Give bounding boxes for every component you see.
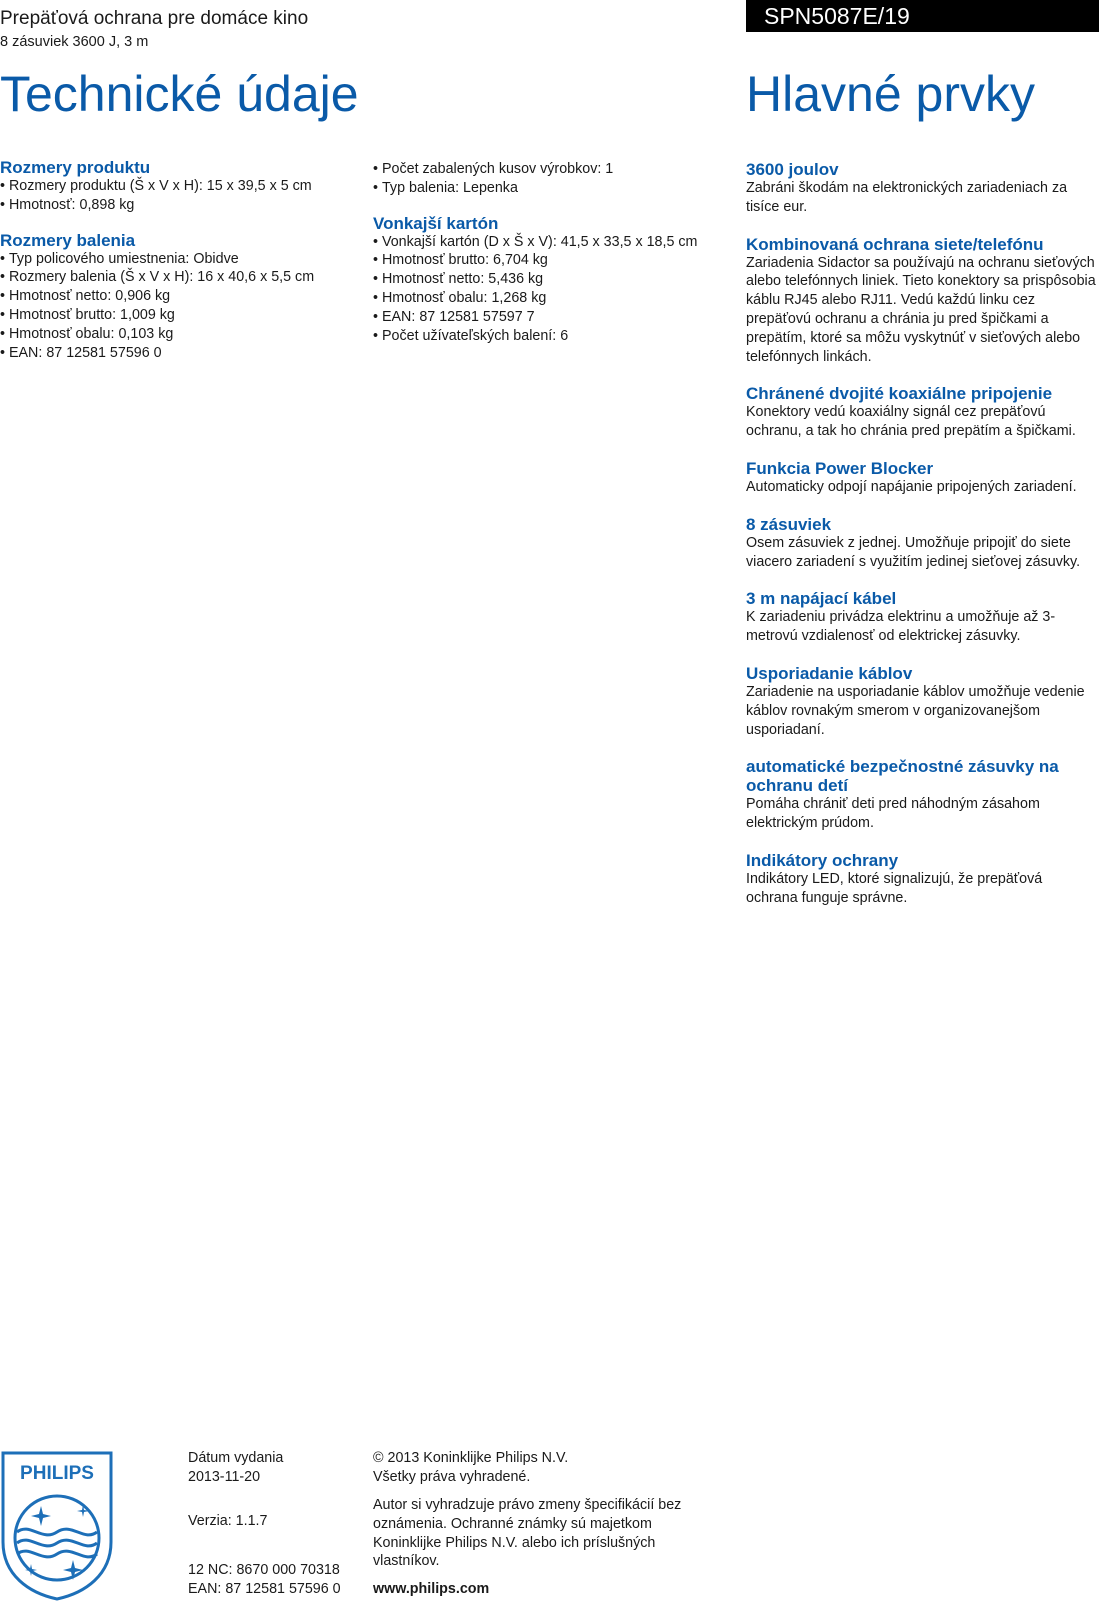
- specs-middle-column: [373, 160, 743, 361]
- feature-heading: 3600 joulov: [746, 160, 839, 179]
- feature-text: K zariadeniu privádza elektrinu a umožňuje až 3-metrovú vzdialenosť od elektrickej zásuvky.: [746, 609, 1056, 645]
- spec-list: [373, 233, 743, 346]
- spec-item: • EAN: 87 12581 57596 0: [0, 344, 350, 363]
- release-date-value: 2013-11-20: [188, 1468, 261, 1485]
- feature-heading: Chránené dvojité koaxiálne pripojenie: [746, 384, 1053, 404]
- feature-block: [746, 160, 1096, 217]
- spec-title: Technické údaje: [0, 66, 359, 122]
- spec-heading: Vonkajší kartón: [373, 213, 499, 233]
- feature-heading: Indikátory ochrany: [746, 850, 899, 870]
- spec-item: • Hmotnosť obalu: 0,103 kg: [0, 325, 350, 344]
- spec-item: • Rozmery balenia (Š x V x H): 16 x 40,6 x 5,5 cm: [0, 268, 350, 287]
- feature-text: Zariadenie na usporiadanie káblov umožňuje vedenie káblov rovnakým smerom v organizovanejšom usporiadaní.: [746, 683, 1085, 738]
- release-date-label: Dátum vydania: [188, 1450, 284, 1466]
- feature-text: Automaticky odpojí napájanie pripojených zariadení.: [746, 478, 1077, 495]
- features-column: [746, 160, 1096, 926]
- release-date-block: [188, 1449, 283, 1487]
- logo-wordmark: PHILIPS: [20, 1463, 94, 1484]
- version: Verzia: 1.1.7: [188, 1513, 268, 1529]
- feature-heading: Usporiadanie káblov: [746, 663, 913, 683]
- spec-item: • Rozmery produktu (Š x V x H): 15 x 39,5 x 5 cm: [0, 177, 350, 196]
- feature-heading: automatické bezpečnostné zásuvky na ochranu detí: [746, 757, 1059, 796]
- spec-heading: Rozmery produktu: [0, 158, 151, 177]
- spec-item: • Hmotnosť: 0,898 kg: [0, 196, 350, 215]
- feature-text: Konektory vedú koaxiálny signál cez prepäťovú ochranu, a tak ho chránia pred prepätím a špičkami.: [746, 404, 1076, 440]
- spec-section: [0, 158, 350, 215]
- model-number-badge: SPN5087E/19: [746, 0, 1099, 32]
- feature-block: [746, 235, 1096, 367]
- spec-item: • Typ policového umiestnenia: Obidve: [0, 250, 350, 269]
- copyright-block: [373, 1449, 723, 1487]
- spec-item: • Vonkajší kartón (D x Š x V): 41,5 x 33,5 x 18,5 cm: [373, 233, 743, 252]
- spec-item: • Počet zabalených kusov výrobkov: 1: [373, 160, 743, 179]
- feature-block: [746, 384, 1096, 441]
- spec-item: • EAN: 87 12581 57597 7: [373, 308, 743, 327]
- spec-item: • Typ balenia: Lepenka: [373, 179, 743, 198]
- feature-block: [746, 515, 1096, 572]
- feature-heading: 8 zásuviek: [746, 514, 832, 534]
- spec-item: • Hmotnosť brutto: 6,704 kg: [373, 251, 743, 270]
- spec-item: • Hmotnosť brutto: 1,009 kg: [0, 306, 350, 325]
- spec-list: [373, 160, 743, 198]
- spec-item: • Počet užívateľských balení: 6: [373, 327, 743, 346]
- feature-block: [746, 664, 1096, 739]
- feature-text: Osem zásuviek z jednej. Umožňuje pripojiť do siete viacero zariadení s využitím jedinej sieťovej zásuvky.: [746, 534, 1081, 570]
- spec-list: [0, 250, 350, 363]
- ean-number: EAN: 87 12581 57596 0: [188, 1580, 341, 1597]
- feature-block: [746, 851, 1096, 908]
- feature-block: [746, 589, 1096, 646]
- feature-heading: 3 m napájací kábel: [746, 589, 897, 609]
- legal-notice: Autor si vyhradzuje právo zmeny špecifikácií bez oznámenia. Ochranné známky sú majetkom Koninklijke Philips N.V. alebo ich príslušných vlastníkov.: [373, 1497, 682, 1570]
- feature-heading: Kombinovaná ochrana siete/telefónu: [746, 234, 1044, 254]
- feature-heading: Funkcia Power Blocker: [746, 458, 934, 478]
- copyright: © 2013 Koninklijke Philips N.V.: [373, 1450, 569, 1466]
- nc-block: [188, 1561, 341, 1599]
- feature-block: [746, 757, 1096, 833]
- spec-item: • Hmotnosť netto: 0,906 kg: [0, 287, 350, 306]
- specs-left-column: [0, 158, 350, 378]
- rights: Všetky práva vyhradené.: [373, 1468, 531, 1485]
- spec-heading: Rozmery balenia: [0, 230, 136, 250]
- website-link[interactable]: www.philips.com: [373, 1581, 490, 1597]
- feature-text: Pomáha chrániť deti pred náhodným zásahom elektrickým prúdom.: [746, 796, 1040, 832]
- feature-text: Zariadenia Sidactor sa používajú na ochranu sieťových alebo telefónnych liniek. Tieto konektory sa prispôsobia káblu RJ45 alebo RJ11. Vedú každú linku cez prepäťovú ochranu a chránia ju pred špičkami a prepätím, ktoré sa môžu vyskytnúť v sieťových alebo telefónnych linkách.: [746, 254, 1096, 365]
- philips-shield-icon: [0, 1450, 114, 1601]
- feature-block: [746, 459, 1096, 497]
- spec-section: [0, 231, 350, 363]
- spec-section: [373, 214, 743, 346]
- spec-list: [0, 177, 350, 215]
- philips-logo: [0, 1450, 114, 1601]
- nc-number: 12 NC: 8670 000 70318: [188, 1562, 340, 1578]
- feature-text: Zabráni škodám na elektronických zariadeniach za tisíce eur.: [746, 180, 1068, 215]
- product-subtitle: 8 zásuviek 3600 J, 3 m: [0, 34, 149, 50]
- spec-item: • Hmotnosť netto: 5,436 kg: [373, 270, 743, 289]
- spec-item: • Hmotnosť obalu: 1,268 kg: [373, 289, 743, 308]
- feature-text: Indikátory LED, ktoré signalizujú, že prepäťová ochrana funguje správne.: [746, 870, 1043, 906]
- product-title: Prepäťová ochrana pre domáce kino: [0, 8, 309, 29]
- features-title: Hlavné prvky: [746, 66, 1035, 122]
